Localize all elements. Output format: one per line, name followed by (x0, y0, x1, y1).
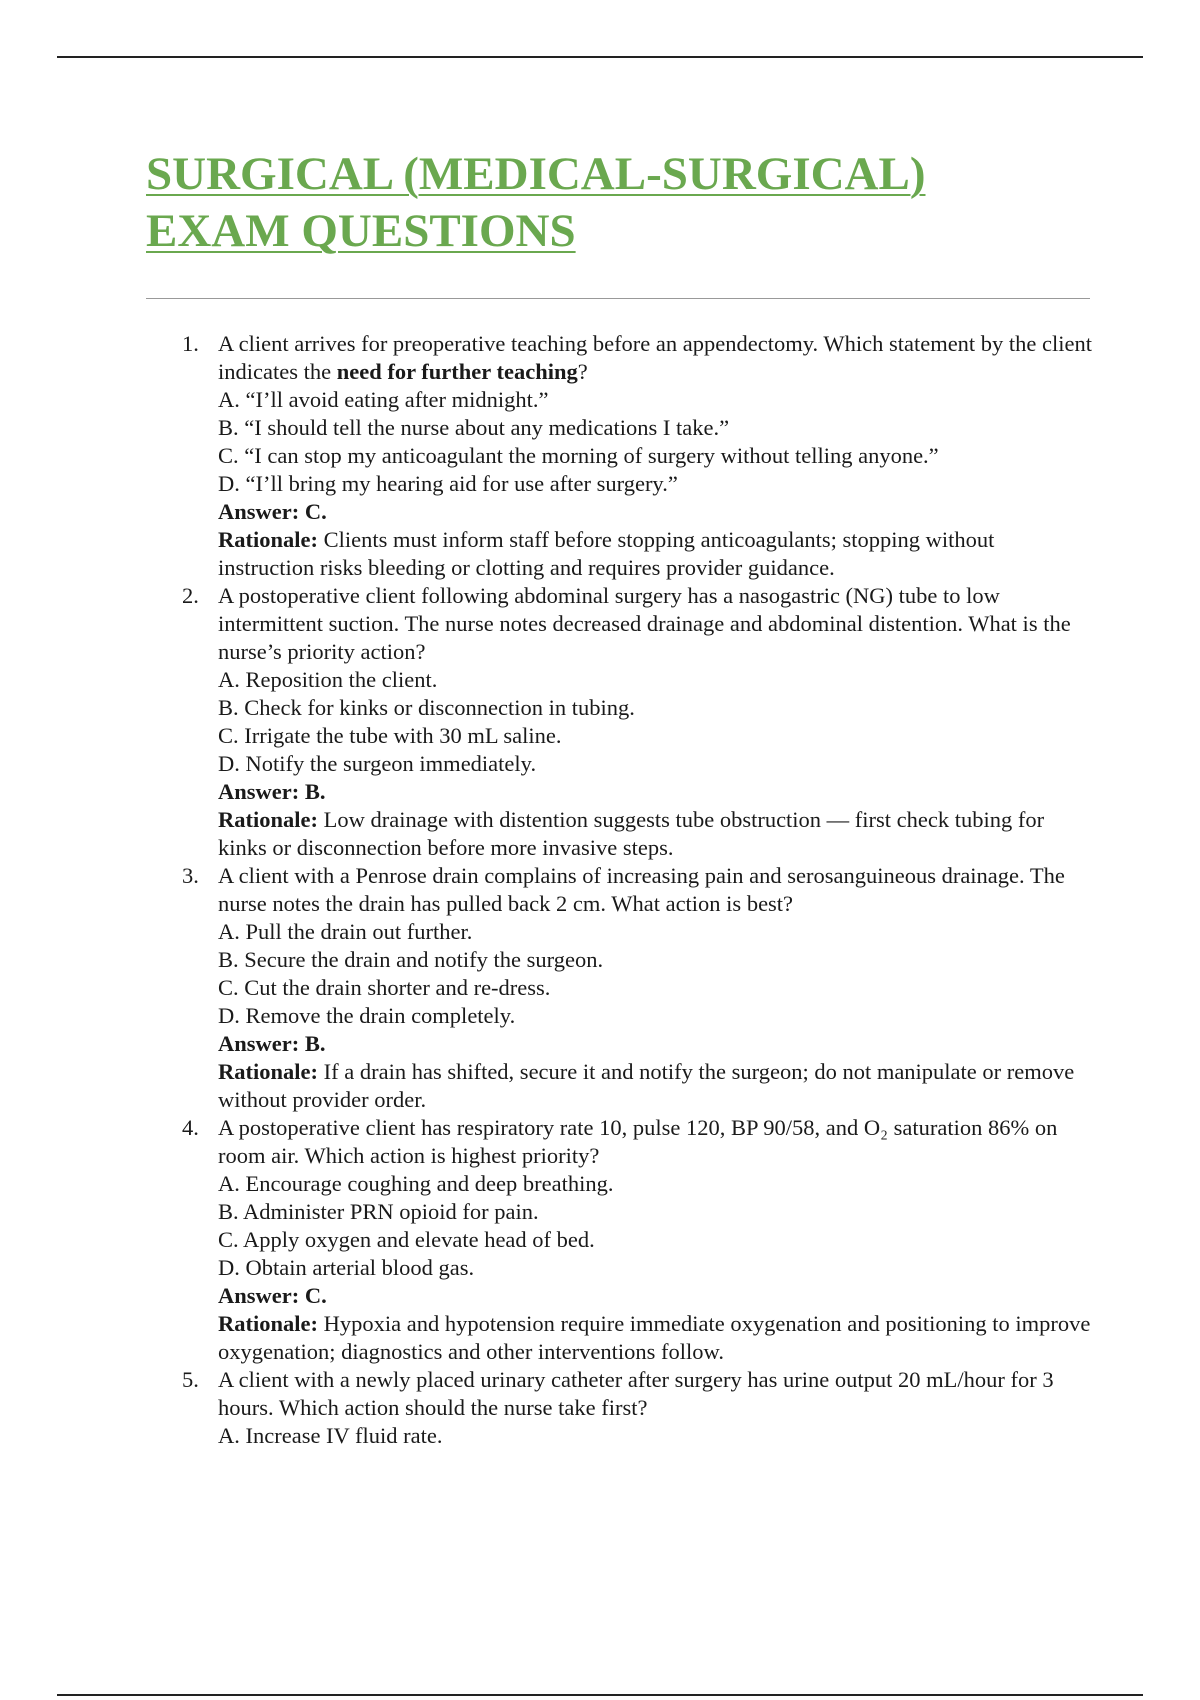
rationale-label: Rationale: (218, 527, 318, 552)
answer-option: D. Notify the surgeon immediately. (218, 751, 537, 776)
question-stem (218, 582, 1096, 666)
question-stem-text: A client arrives for preoperative teaching before an appendectomy. Which statement by the client indicates the (218, 331, 1093, 384)
correct-answer: Answer: B. (218, 1031, 326, 1056)
question-stem (218, 330, 1096, 386)
question-item (146, 1366, 1096, 1450)
answer-option: A. Pull the drain out further. (218, 919, 473, 944)
correct-answer: Answer: C. (218, 499, 327, 524)
question-stem-text: A postoperative client has respiratory rate 10, pulse 120, BP 90/58, and O₂ saturation 86% on room air. Which action is highest priority? (218, 1115, 1058, 1168)
correct-answer: Answer: C. (218, 1283, 327, 1308)
question-number: 3. (182, 863, 199, 888)
title-line-2: EXAM QUESTIONS (146, 205, 576, 257)
answer-option: B. Administer PRN opioid for pain. (218, 1199, 539, 1224)
answer-option: A. “I’ll avoid eating after midnight.” (218, 387, 549, 412)
answer-option: B. “I should tell the nurse about any medications I take.” (218, 415, 730, 440)
answer-option: C. Apply oxygen and elevate head of bed. (218, 1227, 595, 1252)
question-item (146, 1114, 1096, 1366)
rationale-label: Rationale: (218, 1311, 318, 1336)
rationale (218, 1310, 1096, 1366)
rationale (218, 526, 1096, 582)
rationale-label: Rationale: (218, 807, 318, 832)
rationale-text: Clients must inform staff before stopping anticoagulants; stopping without instruction risks bleeding or clotting and requires provider guidance. (218, 527, 995, 580)
question-list (146, 330, 1096, 1450)
question-stem-emphasis: need for further teaching (336, 359, 578, 384)
question-number: 4. (182, 1115, 199, 1140)
title-divider (146, 298, 1090, 299)
question-stem-text: A postoperative client following abdominal surgery has a nasogastric (NG) tube to low intermittent suction. The nurse notes decreased drainage and abdominal distention. What is the nurse’s priority action? (218, 583, 1071, 664)
question-stem (218, 1114, 1096, 1170)
answer-option: B. Secure the drain and notify the surgeon. (218, 947, 604, 972)
question-number: 1. (182, 331, 199, 356)
rationale-label: Rationale: (218, 1059, 318, 1084)
correct-answer: Answer: B. (218, 779, 326, 804)
rationale-text: Hypoxia and hypotension require immediate oxygenation and positioning to improve oxygenation; diagnostics and other interventions follow. (218, 1311, 1091, 1364)
answer-option: B. Check for kinks or disconnection in tubing. (218, 695, 635, 720)
question-item (146, 330, 1096, 582)
answer-option: A. Encourage coughing and deep breathing. (218, 1171, 614, 1196)
question-item (146, 582, 1096, 862)
answer-option: C. Irrigate the tube with 30 mL saline. (218, 723, 562, 748)
title-line-1: SURGICAL (MEDICAL-SURGICAL) (146, 148, 926, 200)
question-stem-text: A client with a newly placed urinary catheter after surgery has urine output 20 mL/hour for 3 hours. Which action should the nurse take first? (218, 1367, 1054, 1420)
answer-option: A. Increase IV fluid rate. (218, 1423, 443, 1448)
answer-option: C. “I can stop my anticoagulant the morning of surgery without telling anyone.” (218, 443, 939, 468)
answer-option: D. “I’ll bring my hearing aid for use after surgery.” (218, 471, 678, 496)
rationale (218, 1058, 1096, 1114)
rationale-text: Low drainage with distention suggests tube obstruction — first check tubing for kinks or disconnection before more invasive steps. (218, 807, 1045, 860)
rationale-text: If a drain has shifted, secure it and notify the surgeon; do not manipulate or remove without provider order. (218, 1059, 1075, 1112)
question-stem (218, 1366, 1096, 1422)
answer-option: A. Reposition the client. (218, 667, 438, 692)
answer-option: C. Cut the drain shorter and re-dress. (218, 975, 551, 1000)
question-stem-end: ? (577, 359, 588, 384)
rationale (218, 806, 1096, 862)
page-top-rule (57, 56, 1143, 58)
question-stem-text: A client with a Penrose drain complains of increasing pain and serosanguineous drainage. The nurse notes the drain has pulled back 2 cm. What action is best? (218, 863, 1065, 916)
question-number: 5. (182, 1367, 199, 1392)
question-stem (218, 862, 1096, 918)
page-bottom-rule (57, 1694, 1143, 1696)
document-title (146, 146, 1096, 260)
question-item (146, 862, 1096, 1114)
answer-option: D. Obtain arterial blood gas. (218, 1255, 475, 1280)
answer-option: D. Remove the drain completely. (218, 1003, 516, 1028)
question-number: 2. (182, 583, 199, 608)
